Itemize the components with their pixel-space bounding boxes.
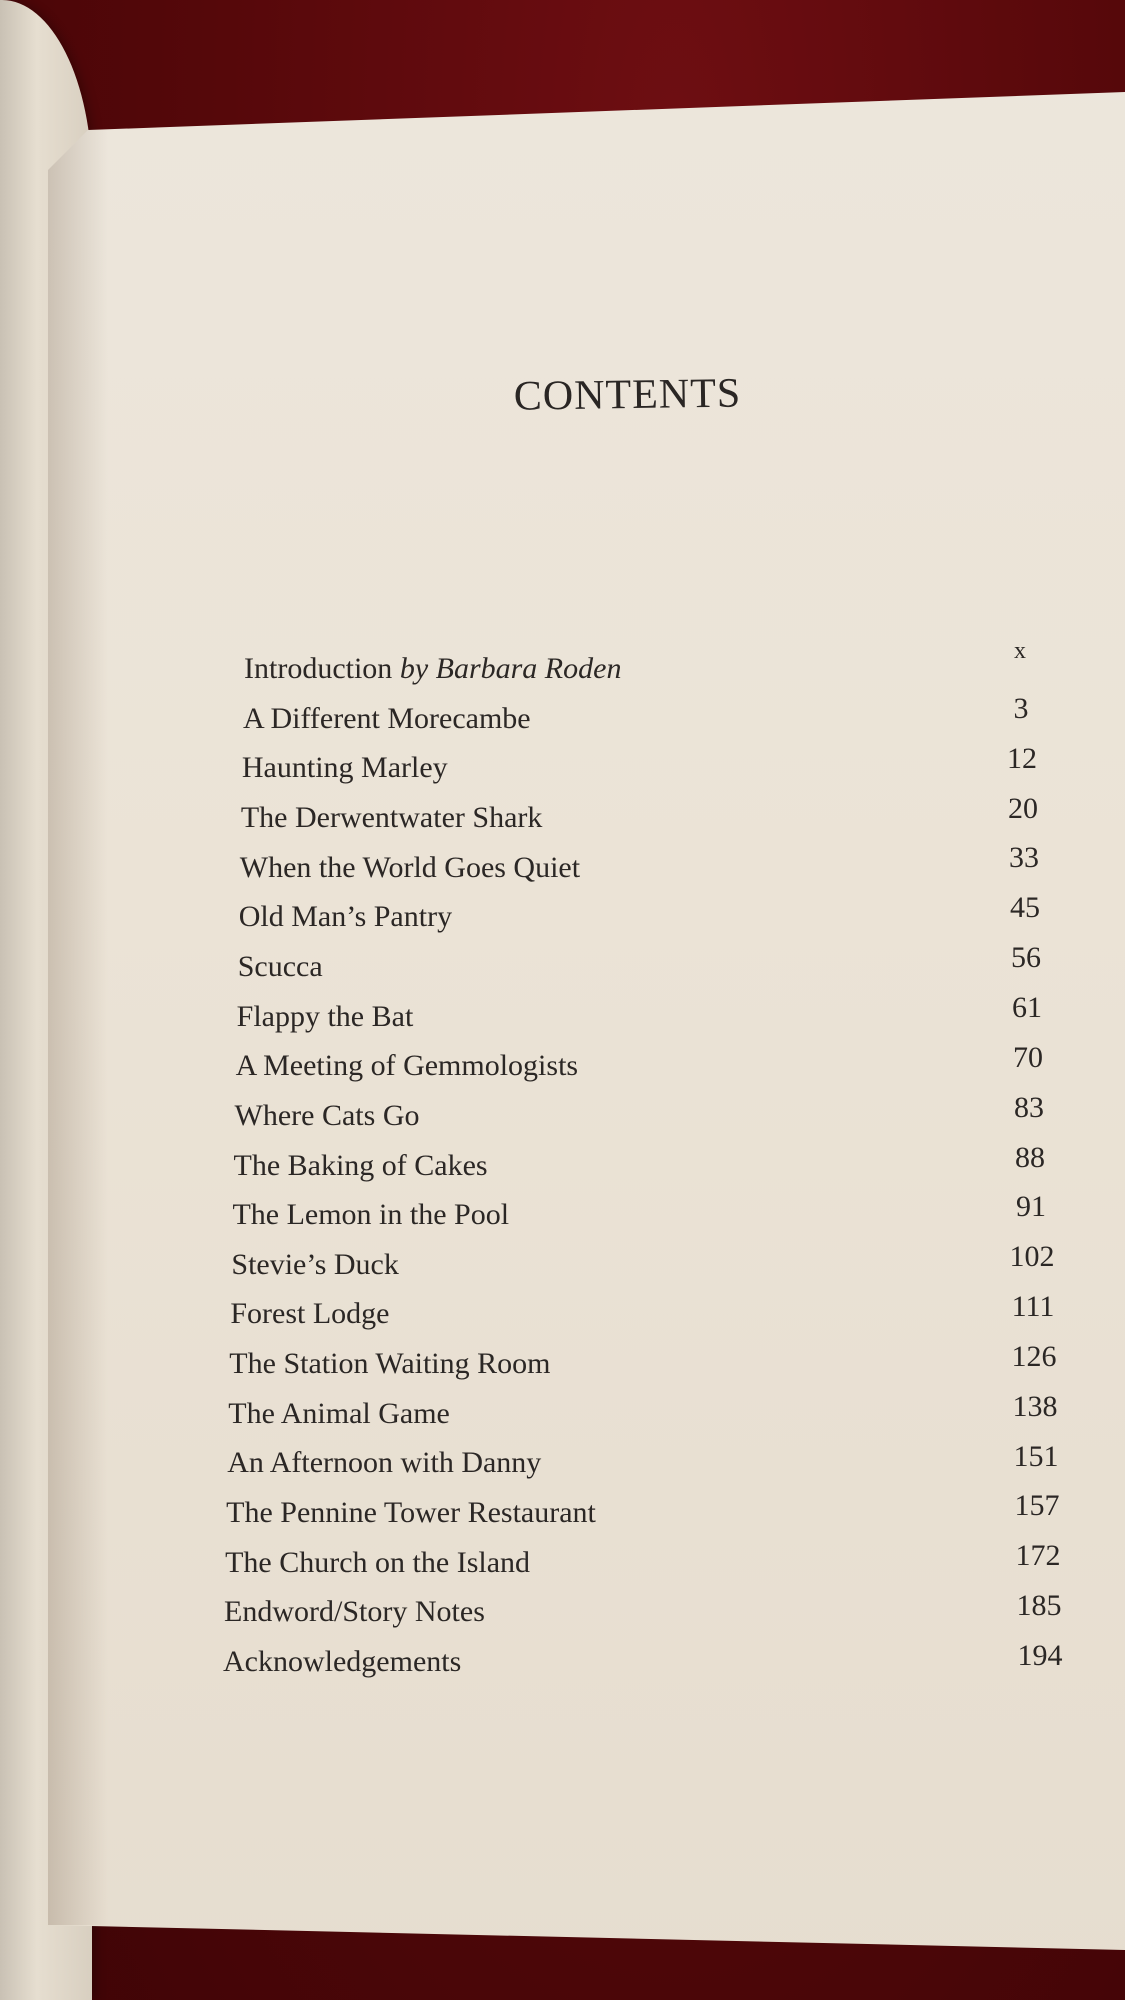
toc-entry-title bbox=[241, 801, 543, 835]
toc-entry-page-number: 61 bbox=[1012, 990, 1042, 1024]
toc-entry-title-text: The Animal Game bbox=[228, 1396, 450, 1430]
toc-entry-page-number: 83 bbox=[1014, 1090, 1044, 1124]
toc-entry-title-text: When the World Goes Quiet bbox=[239, 850, 581, 884]
toc-entry-title-text: The Lemon in the Pool bbox=[232, 1198, 510, 1232]
toc-entry-title bbox=[223, 1645, 461, 1679]
toc-entry-title-text: The Pennine Tower Restaurant bbox=[226, 1496, 596, 1530]
toc-entry-title-text: A Different Morecambe bbox=[242, 701, 531, 735]
toc-entry-title bbox=[230, 1297, 389, 1331]
toc-entry bbox=[0, 1489, 1125, 1536]
toc-entry-title bbox=[239, 900, 452, 934]
toc-entry-page-number: 138 bbox=[1012, 1389, 1058, 1423]
toc-entry-title-text: A Meeting of Gemmologists bbox=[235, 1049, 579, 1083]
toc-entry-title bbox=[242, 751, 448, 785]
toc-entry bbox=[0, 1240, 1125, 1288]
toc-entry bbox=[0, 791, 1125, 841]
toc-entry-title-text: The Church on the Island bbox=[225, 1545, 531, 1579]
toc-entry bbox=[0, 1539, 1125, 1586]
toc-entry-page-number: 102 bbox=[1009, 1240, 1055, 1274]
toc-entry-page-number: 194 bbox=[1017, 1639, 1063, 1672]
toc-entry bbox=[0, 1439, 1125, 1486]
toc-entry-page-number: 185 bbox=[1016, 1589, 1062, 1623]
toc-entry-title bbox=[240, 851, 580, 885]
toc-entry-page-number: 45 bbox=[1010, 891, 1040, 925]
toc-entry-title-text: An Afternoon with Danny bbox=[227, 1446, 542, 1480]
toc-entry-title bbox=[238, 950, 323, 984]
toc-entry-page-number: 157 bbox=[1014, 1489, 1060, 1523]
toc-entry-title-text: Haunting Marley bbox=[241, 751, 448, 785]
toc-entry bbox=[0, 1090, 1125, 1139]
toc-entry bbox=[0, 941, 1125, 990]
toc-entry-title-text: Acknowledgements bbox=[223, 1645, 462, 1678]
toc-entry-title-text: Forest Lodge bbox=[230, 1297, 390, 1331]
toc-entry bbox=[0, 841, 1125, 891]
toc-entry-title bbox=[244, 652, 621, 686]
toc-entry bbox=[0, 1140, 1125, 1189]
toc-entry-title-text: Flappy the Bat bbox=[236, 999, 414, 1033]
toc-entry-title bbox=[228, 1397, 450, 1431]
toc-entry bbox=[0, 741, 1125, 791]
toc-entry bbox=[0, 1639, 1125, 1685]
toc-entry-title-text: Stevie’s Duck bbox=[231, 1247, 399, 1281]
toc-entry-title bbox=[225, 1546, 530, 1580]
toc-entry bbox=[0, 1040, 1125, 1089]
toc-entry bbox=[0, 990, 1125, 1040]
toc-entry-page-number: 20 bbox=[1008, 791, 1038, 825]
toc-entry-page-number: 70 bbox=[1013, 1040, 1043, 1074]
toc-entry bbox=[0, 1339, 1125, 1387]
toc-entry bbox=[0, 638, 1125, 692]
toc-entry-title-text: Introduction bbox=[244, 652, 393, 685]
toc-entry bbox=[0, 1589, 1125, 1635]
toc-entry-title bbox=[224, 1595, 485, 1629]
toc-entry-title bbox=[232, 1198, 509, 1232]
toc-entry-page-number: 12 bbox=[1007, 741, 1037, 775]
toc-entry-title-text: Old Man’s Pantry bbox=[238, 900, 453, 934]
toc-entry bbox=[0, 1389, 1125, 1437]
toc-entry-byline: by Barbara Roden bbox=[392, 652, 622, 685]
toc-entry-page-number: 126 bbox=[1011, 1339, 1057, 1373]
toc-entry-title-text: The Derwentwater Shark bbox=[240, 800, 543, 834]
toc-entry-title-text: Where Cats Go bbox=[234, 1098, 420, 1132]
toc-entry-title bbox=[236, 1049, 578, 1083]
toc-entry-title-text: Scucca bbox=[237, 949, 323, 983]
toc-entry-title bbox=[227, 1446, 541, 1480]
toc-entry-page-number: 88 bbox=[1015, 1140, 1045, 1174]
toc-entry-page-number: 33 bbox=[1009, 841, 1039, 875]
toc-entry-page-number: 111 bbox=[1011, 1290, 1055, 1324]
toc-entry bbox=[0, 691, 1125, 742]
toc-entry-title-text: The Baking of Cakes bbox=[233, 1148, 488, 1182]
toc-entry-page-number: 91 bbox=[1016, 1190, 1046, 1224]
toc-entry-title bbox=[231, 1248, 398, 1282]
contents-heading: CONTENTS bbox=[513, 370, 742, 420]
toc-entry-title-text: Endword/Story Notes bbox=[224, 1595, 485, 1629]
toc-entry-title bbox=[234, 1149, 488, 1183]
toc-entry-title bbox=[226, 1496, 596, 1530]
toc-entry-title bbox=[243, 702, 531, 736]
toc-entry bbox=[0, 1290, 1125, 1337]
toc-entry-page-number: 151 bbox=[1013, 1439, 1059, 1473]
toc-entry-page-number: 172 bbox=[1015, 1539, 1061, 1573]
toc-entry-page-number: 56 bbox=[1011, 941, 1041, 975]
toc-entry-title bbox=[229, 1347, 550, 1381]
toc-entry-page-number: 3 bbox=[1013, 691, 1029, 725]
toc-entry-title bbox=[235, 1099, 420, 1133]
toc-entry bbox=[0, 891, 1125, 940]
toc-entry bbox=[0, 1190, 1125, 1238]
toc-entry-page-number: x bbox=[1014, 638, 1026, 664]
toc-entry-title-text: The Station Waiting Room bbox=[229, 1347, 551, 1381]
toc-entry-title bbox=[237, 1000, 414, 1034]
